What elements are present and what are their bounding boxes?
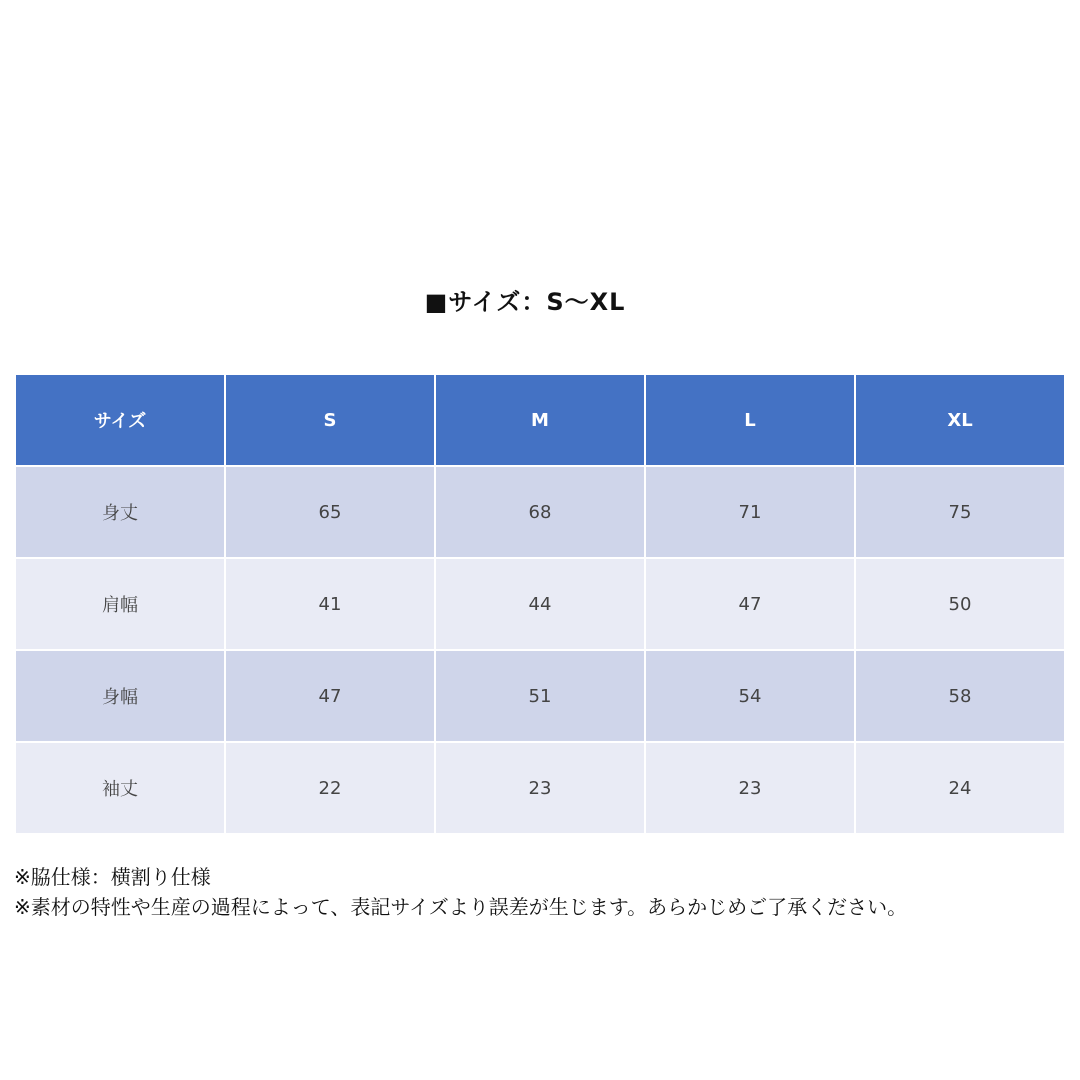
table-cell: 23 bbox=[435, 742, 645, 834]
table-cell: 47 bbox=[645, 558, 855, 650]
table-cell: 44 bbox=[435, 558, 645, 650]
header-cell-xl: XL bbox=[855, 374, 1065, 466]
page-title: ■サイズ：S〜XL bbox=[424, 288, 626, 316]
table-cell: 65 bbox=[225, 466, 435, 558]
table-cell: 54 bbox=[645, 650, 855, 742]
table-cell: 71 bbox=[645, 466, 855, 558]
notes bbox=[14, 862, 1074, 922]
table-row bbox=[15, 650, 1065, 742]
header-cell-size-label: サイズ bbox=[15, 374, 225, 466]
header-cell-l: L bbox=[645, 374, 855, 466]
note-size-disclaimer: ※素材の特性や生産の過程によって、表記サイズより誤差が生じます。あらかじめご了承ください。 bbox=[14, 895, 908, 919]
table-cell: 41 bbox=[225, 558, 435, 650]
table-cell: 22 bbox=[225, 742, 435, 834]
table-header-row bbox=[15, 374, 1065, 466]
table-row bbox=[15, 558, 1065, 650]
table-cell: 75 bbox=[855, 466, 1065, 558]
row-label: 肩幅 bbox=[15, 558, 225, 650]
table-cell: 68 bbox=[435, 466, 645, 558]
row-label: 身丈 bbox=[15, 466, 225, 558]
note-side-seam: ※脇仕様：横割り仕様 bbox=[14, 865, 211, 889]
table-cell: 47 bbox=[225, 650, 435, 742]
table-row bbox=[15, 742, 1065, 834]
row-label: 袖丈 bbox=[15, 742, 225, 834]
row-label: 身幅 bbox=[15, 650, 225, 742]
table-cell: 23 bbox=[645, 742, 855, 834]
header-cell-m: M bbox=[435, 374, 645, 466]
table-cell: 50 bbox=[855, 558, 1065, 650]
size-table bbox=[14, 373, 1066, 835]
header-cell-s: S bbox=[225, 374, 435, 466]
table-row bbox=[15, 466, 1065, 558]
table-cell: 24 bbox=[855, 742, 1065, 834]
table-cell: 51 bbox=[435, 650, 645, 742]
table-cell: 58 bbox=[855, 650, 1065, 742]
